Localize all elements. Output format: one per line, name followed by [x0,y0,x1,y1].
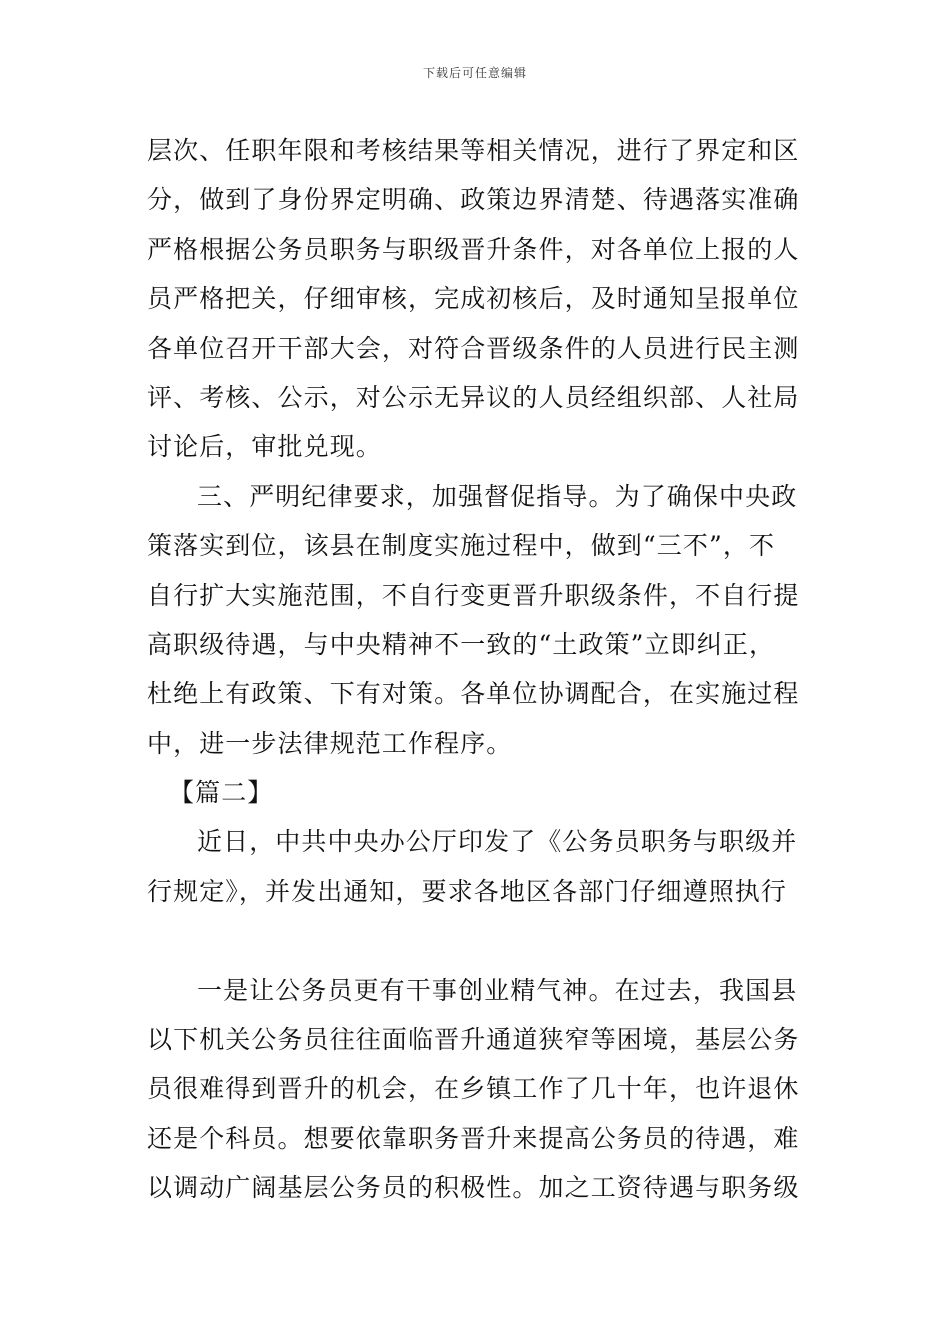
document-body [147,126,812,1213]
text-line: 各单位召开干部大会，对符合晋级条件的人员进行民主测 [147,333,800,363]
text-line: 严格根据公务员职务与职级晋升条件，对各单位上报的人 [147,234,800,264]
text-line: 高职级待遇，与中央精神不一致的“土政策”立即纠正， [147,629,776,659]
paragraph-start-line: 一是让公务员更有干事创业精气神。在过去，我国县 [197,975,798,1005]
text-line: 以调动广阔基层公务员的积极性。加之工资待遇与职务级 [147,1173,800,1203]
paragraph-start-line: 三、严明纪律要求，加强督促指导。为了确保中央政 [197,481,798,511]
text-line: 层次、任职年限和考核结果等相关情况，进行了界定和区 [147,136,800,165]
paragraph-gap [147,916,812,965]
section-heading: 【篇二】 [169,778,274,808]
text-line: 自行扩大实施范围，不自行变更晋升职级条件，不自行提 [147,580,800,610]
text-line: 中，进一步法律规范工作程序。 [147,728,513,758]
page-header: 下载后可任意编辑 [422,66,527,80]
paragraph-start-line: 近日，中共中央办公厅印发了《公务员职务与职级并 [197,827,798,857]
text-line: 员严格把关，仔细审核，完成初核后，及时通知呈报单位 [147,284,800,314]
text-line: 以下机关公务员往往面临晋升通道狭窄等困境，基层公务 [147,1025,800,1055]
text-line: 还是个科员。想要依靠职务晋升来提高公务员的待遇，难 [147,1123,800,1153]
text-line: 讨论后，审批兑现。 [147,432,382,462]
text-line: 评、考核、公示，对公示无异议的人员经组织部、人社局 [147,382,800,412]
text-line: 行规定》，并发出通知，要求各地区各部门仔细遵照执行 [147,876,788,906]
text-line: 分，做到了身份界定明确、政策边界清楚、待遇落实准确 [147,185,800,215]
text-line: 杜绝上有政策、下有对策。各单位协调配合，在实施过程 [147,679,800,709]
text-line: 策落实到位，该县在制度实施过程中，做到“三不”，不 [147,531,776,561]
text-line: 员很难得到晋升的机会，在乡镇工作了几十年，也许退休 [147,1074,800,1104]
